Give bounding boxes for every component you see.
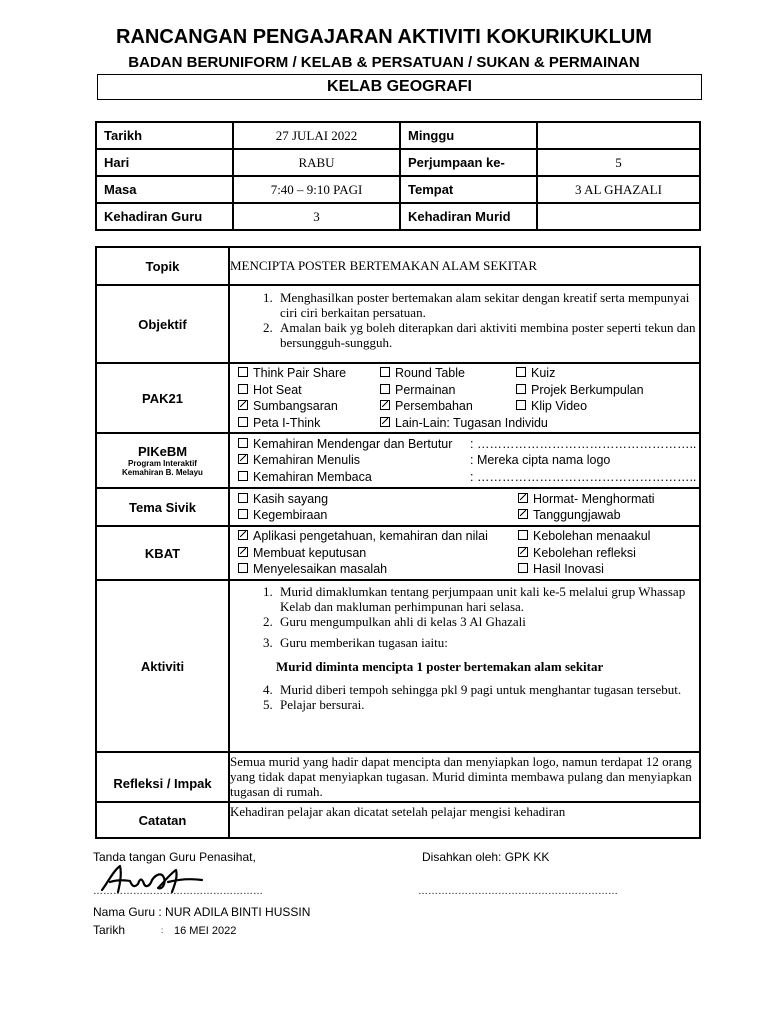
checkbox-checked-icon[interactable] <box>518 509 528 519</box>
pikebm-label-cell <box>96 433 229 488</box>
teacher-name: Nama Guru : NUR ADILA BINTI HUSSIN <box>93 905 311 919</box>
aktiviti-item: 3. Guru memberikan tugasan iaitu: <box>276 635 699 650</box>
pak21-option[interactable]: Lain-Lain: Tugasan Individu <box>380 415 699 432</box>
checkbox-checked-icon[interactable] <box>380 417 390 427</box>
pikebm-note: : …………………………………………….. <box>470 436 697 451</box>
club-name: KELAB GEOGRAFI <box>97 74 702 100</box>
pak21-label: PAK21 <box>96 363 229 433</box>
date-label: Tarikh <box>93 923 126 937</box>
checkbox-icon[interactable] <box>238 509 248 519</box>
signature-line-right: …………………………………………………… <box>418 886 618 897</box>
checkbox-checked-icon[interactable] <box>518 493 528 503</box>
approve-label: Disahkan oleh: GPK KK <box>422 850 550 864</box>
catatan-value: Kehadiran pelajar akan dicatat setelah pelajar mengisi kehadiran <box>229 802 700 838</box>
pak21-option[interactable]: Think Pair Share <box>238 365 380 382</box>
sivik-option[interactable]: Kegembiraan <box>238 507 518 524</box>
pak21-option[interactable]: Klip Video <box>516 398 699 415</box>
perjumpaan-value: 5 <box>537 149 700 176</box>
minggu-value <box>537 122 700 149</box>
checkbox-icon[interactable] <box>238 493 248 503</box>
checkbox-checked-icon[interactable] <box>518 547 528 557</box>
topik-label: Topik <box>96 247 229 285</box>
kbat-option[interactable]: Kebolehan menaakul <box>518 528 699 545</box>
objektif-item: 1. Menghasilkan poster bertemakan alam sekitar dengan kreatif serta mempunyai ciri ciri berkaitan persatuan. <box>276 290 699 320</box>
pikebm-option[interactable]: Kemahiran Membaca <box>238 469 470 486</box>
checkbox-icon[interactable] <box>238 471 248 481</box>
checkbox-checked-icon[interactable] <box>380 400 390 410</box>
sivik-options <box>229 488 700 526</box>
checkbox-icon[interactable] <box>238 438 248 448</box>
pak21-options <box>229 363 700 433</box>
kbat-label: KBAT <box>96 526 229 580</box>
pikebm-note: : …………………………………………….. <box>470 469 697 484</box>
checkbox-checked-icon[interactable] <box>238 547 248 557</box>
date-value: 16 MEI 2022 <box>174 925 237 937</box>
checkbox-icon[interactable] <box>518 530 528 540</box>
checkbox-checked-icon[interactable] <box>238 400 248 410</box>
aktiviti-label: Aktiviti <box>96 580 229 752</box>
pak21-option[interactable]: Persembahan <box>380 398 516 415</box>
kehadiran-guru-label: Kehadiran Guru <box>96 203 233 230</box>
checkbox-icon[interactable] <box>238 367 248 377</box>
aktiviti-item: 5. Pelajar bersurai. <box>276 697 699 712</box>
sivik-option[interactable]: Tanggungjawab <box>518 507 699 524</box>
checkbox-checked-icon[interactable] <box>238 454 248 464</box>
kbat-options <box>229 526 700 580</box>
page-title: RANCANGAN PENGAJARAN AKTIVITI KOKURIKUKLUM <box>116 26 652 48</box>
pak21-option[interactable]: Hot Seat <box>238 382 380 399</box>
pak21-option[interactable]: Round Table <box>380 365 516 382</box>
aktiviti-list <box>229 580 700 752</box>
hari-label: Hari <box>96 149 233 176</box>
aktiviti-item: 2. Guru mengumpulkan ahli di kelas 3 Al Ghazali <box>276 614 699 629</box>
pak21-option[interactable]: Permainan <box>380 382 516 399</box>
checkbox-icon[interactable] <box>380 367 390 377</box>
sivik-label: Tema Sivik <box>96 488 229 526</box>
pak21-option[interactable]: Sumbangsaran <box>238 398 380 415</box>
checkbox-icon[interactable] <box>516 384 526 394</box>
refleksi-value: Semua murid yang hadir dapat mencipta dan menyiapkan logo, namun terdapat 12 orang yang tidak dapat menyiapkan tugasan. Murid diminta membawa pulang dan menyiapkan tugasan di rumah. <box>229 752 700 802</box>
pikebm-note: : Mereka cipta nama logo <box>470 453 611 468</box>
tarikh-value: 27 JULAI 2022 <box>233 122 400 149</box>
catatan-label: Catatan <box>96 802 229 838</box>
refleksi-label: Refleksi / Impak <box>96 752 229 802</box>
objektif-label: Objektif <box>96 285 229 363</box>
kbat-option[interactable]: Hasil Inovasi <box>518 561 699 578</box>
sign-label: Tanda tangan Guru Penasihat, <box>93 850 256 864</box>
checkbox-checked-icon[interactable] <box>238 530 248 540</box>
checkbox-icon[interactable] <box>238 384 248 394</box>
checkbox-icon[interactable] <box>380 384 390 394</box>
pak21-option[interactable]: Kuiz <box>516 365 699 382</box>
checkbox-icon[interactable] <box>516 367 526 377</box>
kbat-option[interactable]: Aplikasi pengetahuan, kemahiran dan nilai <box>238 528 518 545</box>
sivik-option[interactable]: Hormat- Menghormati <box>518 491 699 508</box>
perjumpaan-label: Perjumpaan ke- <box>400 149 537 176</box>
plan-table <box>95 246 701 839</box>
aktiviti-item: 4. Murid diberi tempoh sehingga pkl 9 pagi untuk menghantar tugasan tersebut. <box>276 682 699 697</box>
sivik-option[interactable]: Kasih sayang <box>238 491 518 508</box>
pikebm-option[interactable]: Kemahiran Mendengar dan Bertutur <box>238 436 470 453</box>
masa-value: 7:40 – 9:10 PAGI <box>233 176 400 203</box>
pikebm-sub1: Program Interaktif <box>128 459 197 468</box>
topik-value: MENCIPTA POSTER BERTEMAKAN ALAM SEKITAR <box>229 247 700 285</box>
checkbox-icon[interactable] <box>238 563 248 573</box>
aktiviti-item: 1. Murid dimaklumkan tentang perjumpaan unit kali ke-5 melalui grup Whassap Kelab dan makluman perhimpunan hari selasa. <box>276 584 699 614</box>
objektif-item: 2. Amalan baik yg boleh diterapkan dari aktiviti membina poster seperti tekun dan bersungguh-sungguh. <box>276 320 699 350</box>
checkbox-icon[interactable] <box>518 563 528 573</box>
signature-line-left: …………………………………………… <box>93 886 263 897</box>
info-table <box>95 121 701 231</box>
date-separator: : <box>161 926 164 935</box>
pikebm-sub2: Kemahiran B. Melayu <box>122 468 203 477</box>
minggu-label: Minggu <box>400 122 537 149</box>
pak21-option[interactable]: Peta I-Think <box>238 415 380 432</box>
page-subtitle: BADAN BERUNIFORM / KELAB & PERSATUAN / SUKAN & PERMAINAN <box>128 54 640 71</box>
checkbox-icon[interactable] <box>516 400 526 410</box>
tarikh-label: Tarikh <box>96 122 233 149</box>
pikebm-option[interactable]: Kemahiran Menulis <box>238 452 470 469</box>
kbat-option[interactable]: Kebolehan refleksi <box>518 545 699 562</box>
kbat-option[interactable]: Membuat keputusan <box>238 545 518 562</box>
kehadiran-guru-value: 3 <box>233 203 400 230</box>
hari-value: RABU <box>233 149 400 176</box>
checkbox-icon[interactable] <box>238 417 248 427</box>
aktiviti-task: Murid diminta mencipta 1 poster bertemakan alam sekitar <box>276 659 604 674</box>
tempat-value: 3 AL GHAZALI <box>537 176 700 203</box>
pak21-option[interactable]: Projek Berkumpulan <box>516 382 699 399</box>
kehadiran-murid-label: Kehadiran Murid <box>400 203 537 230</box>
kbat-option[interactable]: Menyelesaikan masalah <box>238 561 518 578</box>
kehadiran-murid-value <box>537 203 700 230</box>
pikebm-options <box>229 433 700 488</box>
pikebm-label: PIKeBM <box>137 444 188 459</box>
tempat-label: Tempat <box>400 176 537 203</box>
objektif-list <box>229 285 700 363</box>
masa-label: Masa <box>96 176 233 203</box>
